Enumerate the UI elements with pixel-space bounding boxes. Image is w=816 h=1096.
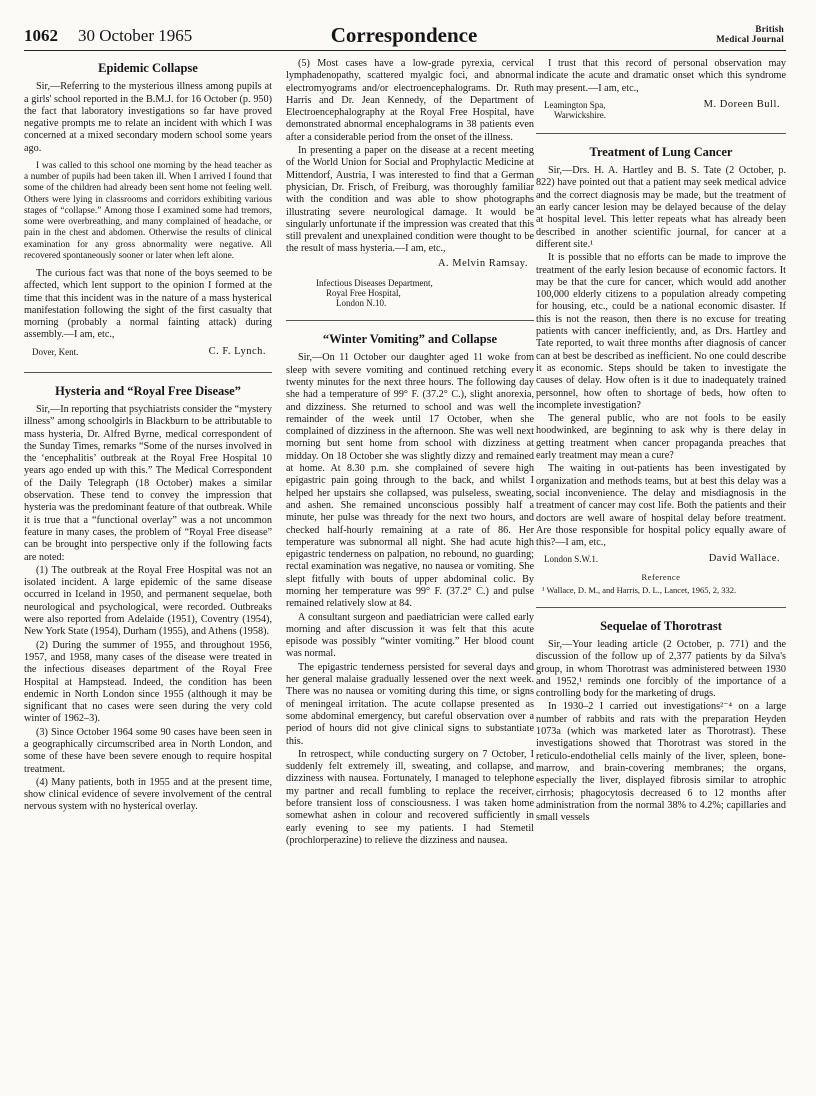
letter-paragraph-small: I was called to this school one morning by the head teacher as a number of pupils had been taken ill. When I arrived I found that some of the children had already been sent home not feeling well. Others were lying in classrooms and corridors exhibiting various stages of “collapse.” Among those I examined some had tremors, some were overbreathing, and many complained of headache, or pain in the chest and abdomen. Otherwise the results of clinical examination for any gross abnormality were negative. All recovered spontaneously sooner or later when left alone. xyxy=(24,161,272,261)
letter-paragraph: It is possible that no efforts can be made to improve the treatment of the early lesion because of economic factors. It may be that the cure for cancer, which would add another 100,000 elderly citizens to a population already competing for housing, etc., could be a national economic disaster. If this is not the reason, then there is no excuse for treating patients with cancer inefficiently, and, as Drs. Hartley and Tate reported, to wait three months after diagnosis of cancer can at best be described as inefficient. No one could describe it as economic. Steps should be taken to investigate the causes of delay. How often is it due to inadequately trained personnel, how often to shortage of beds, how often to incomplete investigation? xyxy=(536,252,786,411)
page-number: 1062 xyxy=(24,26,58,45)
letter-title: Hysteria and “Royal Free Disease” xyxy=(55,383,241,398)
signature-address: Infectious Diseases Department, Royal Free Hospital, London N.10. xyxy=(316,278,433,309)
point-5: (5) Most cases have a low-grade pyrexia, cervical lymphadenopathy, scattered myalgic foci, and abnormal electromyograms and/or electroencephalograms. Dr. Ruth Harris and Dr. Jean Kennedy, of the Department of Electroencephalography at the Royal Free Hospital, have demonstrated abnormal encephalograms in 38 patients even after a considerable period from the onset of the illness. xyxy=(286,58,534,143)
point-2: (2) During the summer of 1955, and throughout 1956, 1957, and 1958, many cases of the disease were treated in the infectious diseases department of the Royal Free Hospital at Hampstead. Indeed, the condition has been endemic in North London since 1955 (although it may be significant that no cases were seen during the very cold winter of 1962–3). xyxy=(24,639,272,725)
column-2 xyxy=(286,58,534,848)
page-header xyxy=(24,23,784,56)
signature: Dover, Kent. C. F. Lynch. xyxy=(32,345,266,357)
reference: ¹ Wallace, D. M., and Harris, D. L., Lancet, 1965, 2, 332. xyxy=(542,584,737,595)
letter-title: Sequelae of Thorotrast xyxy=(600,618,722,633)
letter-paragraph: In 1930–2 I carried out investigations²⁻⁴ on a large number of rabbits and rats with the preparation Heyden 1073a (which was marketed later as Thorotrast). These investigations showed that Thorotrast was stored in the reticulo-endothelial cells mainly of the liver, spleen, bone-marrow, and brain-covering membranes; the organs, especially the liver, displayed fibrosis similar to atrophic cirrhosis; phagocytosis decreased 6 to 12 months after administration from the normal 38% to 4.2%; capillaries and small vessels xyxy=(536,701,786,824)
letter-paragraph: A consultant surgeon and paediatrician were called early morning and after discussion it was felt that this acute episode was possibly “winter vomiting.” Her blood count was normal. xyxy=(286,611,534,660)
divider xyxy=(536,133,786,134)
letter-paragraph: In retrospect, while conducting surgery on 7 October, I suddenly felt extremely ill, sweating, and collapse, and dizziness with nausea. Fortunately, I managed to telephone my partner and recall fumbling to replace the receiver, before transient loss of consciousness. I was taken home somewhat ashen in colour and recovered sufficiently in early evening to see my patients. I had Stemetil (prochlorperazine) to relieve the dizziness and nausea. xyxy=(286,748,534,846)
letter-title: “Winter Vomiting” and Collapse xyxy=(322,332,498,347)
letter-paragraph: The epigastric tenderness persisted for several days and her general malaise gradually lessened over the next week. There was no nausea or vomiting during this time, or signs of meningeal irritation. The acute collapse presented as some abdominal emergency, but careful observation over a period of hours did not give clinical signs to substantiate this. xyxy=(286,661,534,747)
point-1: (1) The outbreak at the Royal Free Hospital was not an isolated incident. A large epidemic of the same disease occurred in Iceland in 1950, and permanent sequelae, both neurological and psychological, were recorded. Outbreaks were also reported from Adelaide (1951), Coventry (1954), New York State (1954), Durham (1955), and Athens (1958). xyxy=(24,564,272,638)
letter-title: Treatment of Lung Cancer xyxy=(589,144,733,159)
reference-heading: Reference xyxy=(641,572,681,583)
column-3 xyxy=(536,58,786,825)
letter-paragraph: I trust that this record of personal observation may indicate the acute and dramatic onset which this syndrome may present.—I am, etc., xyxy=(536,58,786,94)
letter-title: Epidemic Collapse xyxy=(98,61,198,75)
divider xyxy=(286,320,534,321)
letter-paragraph: Sir,—In reporting that psychiatrists consider the “mystery illness” among schoolgirls in Blackburn to be attributable to mass hysteria, Dr. Alfred Byrne, medical correspondent of the Sunday Times, remarks “Some of the nurses involved in the ‘encephalitis’ outbreak at the Royal Free Hospital 10 years ago ended up with this.” The Medical Correspondent of the Daily Telegraph (18 October) makes a similar observation. These tend to convey the impression that hysteria was the predominant feature of that outbreak. While it is true that a “functional overlay” was a not uncommon feature in many cases, the problem of “Royal Free disease” can be brought into perspective only if the following facts are noted: xyxy=(24,403,272,563)
point-4: (4) Many patients, both in 1955 and at the present time, show clinical evidence of severe involvement of the central nervous system with no hysterical overlay. xyxy=(24,776,272,813)
point-3: (3) Since October 1964 some 90 cases have been seen in a geographically circumscribed area in North London, and some of these have been severe enough to require hospital treatment. xyxy=(24,726,272,775)
signature: Leamington Spa, Warwickshire. M. Doreen Bull. xyxy=(544,98,780,120)
letter-paragraph: Sir,—Drs. H. A. Hartley and B. S. Tate (2 October, p. 822) have pointed out that a patient may seek medical advice and the correct diagnosis may be made, but the treatment of an early cancer lesion may be delayed because of the delay at hospital level. This letter repeats what has already been described in another scientific journal, for cancer at a different site.¹ xyxy=(536,165,786,250)
issue-date: 30 October 1965 xyxy=(78,26,193,45)
letter-paragraph: Sir,—Your leading article (2 October, p. 771) and the discussion of the follow up of 2,377 patients by da Silva's group, in whom Thorotrast was administered between 1930 and 1952,¹ reminds one forcibly of the importance of a controlling body for the marketing of drugs. xyxy=(536,638,786,700)
divider xyxy=(536,607,786,608)
letter-paragraph: In presenting a paper on the disease at a recent meeting of the World Union for Social and Prophylactic Medicine at Mittendorf, Austria, I was interested to find that a German physician, Dr. Frisch, of Freiburg, was thoroughly familiar with the condition and was able to show photographs illustrating severe neurological damage. It would be singularly unfortunate if the impression was created that this still prevalent and unexplained condition were thought to be the result of mass hysteria.—I am, etc., xyxy=(286,145,534,255)
letter-paragraph: The general public, who are not fools to be easily hoodwinked, are beginning to ask why is there delay in getting treatment when cancer propaganda preaches that early treatment may mean a cure? xyxy=(536,413,786,462)
signature-name: A. Melvin Ramsay. xyxy=(437,257,528,269)
divider xyxy=(24,372,272,373)
journal-name: British Medical Journal xyxy=(716,24,784,44)
letter-paragraph: The waiting in out-patients has been investigated by organization and methods teams, but at best this delay was a social inconvenience. The delay and misdiagnosis in the treatment of cancer may cost life. Both the patients and their doctors are well aware of hospital delay before treatment. Are those responsible for hospital policy equally aware of this?—I am, etc., xyxy=(536,463,786,549)
column-1 xyxy=(24,58,272,815)
letter-paragraph: Sir,—On 11 October our daughter aged 11 woke from sleep with severe vomiting and continued retching every twenty minutes for the next three hours. The following day she had a temperature of 99° F. (37.2° C.), slight anorexia, and dizziness. She returned to school and was well the remainder of the week until 17 October, when she complained of dizziness in the afternoon. She was well next morning but sent home from school with dizziness at midday. On 18 October she was slightly dizzy and remained at home. At 8.30 p.m. she complained of severe high epigastric pain going through to the back, and whilst I helped her upstairs she collapsed, was pulseless, sweating, and ashen. She remained unconscious possibly half a minute, her pulse was thready for the next two hours, and checked half-hourly remaining at a rate of 86. Her temperature was subnormal all night. She had acute high epigastric tenderness on palpation, no rebound, no guarding; rectal examination was negative, no nausea or vomiting. She slept fitfully with bouts of upper abdominal colic. By morning her temperature was 99° F. (37.2° C.) and pulse remained relatively slow at 84. xyxy=(286,352,534,610)
header-rule xyxy=(24,50,786,51)
letter-paragraph: The curious fact was that none of the boys seemed to be affected, which lent support to the opinion I formed at the time that this incident was in the nature of a mass hysterical manifestation following the sight of the first casualty that morning (probably a normal fainting attack) during assembly.—I am, etc., xyxy=(24,267,272,341)
letter-paragraph: Sir,—Referring to the mysterious illness among pupils at a girls' school reported in the B.M.J. for 16 October (p. 950) the fact that laboratory investigations so far have proved negative prompts me to relate an incident with which I was concerned at a mixed secondary modern school some years ago. xyxy=(24,81,272,154)
signature: London S.W.1. David Wallace. xyxy=(544,553,780,565)
section-title: Correspondence xyxy=(330,23,478,47)
